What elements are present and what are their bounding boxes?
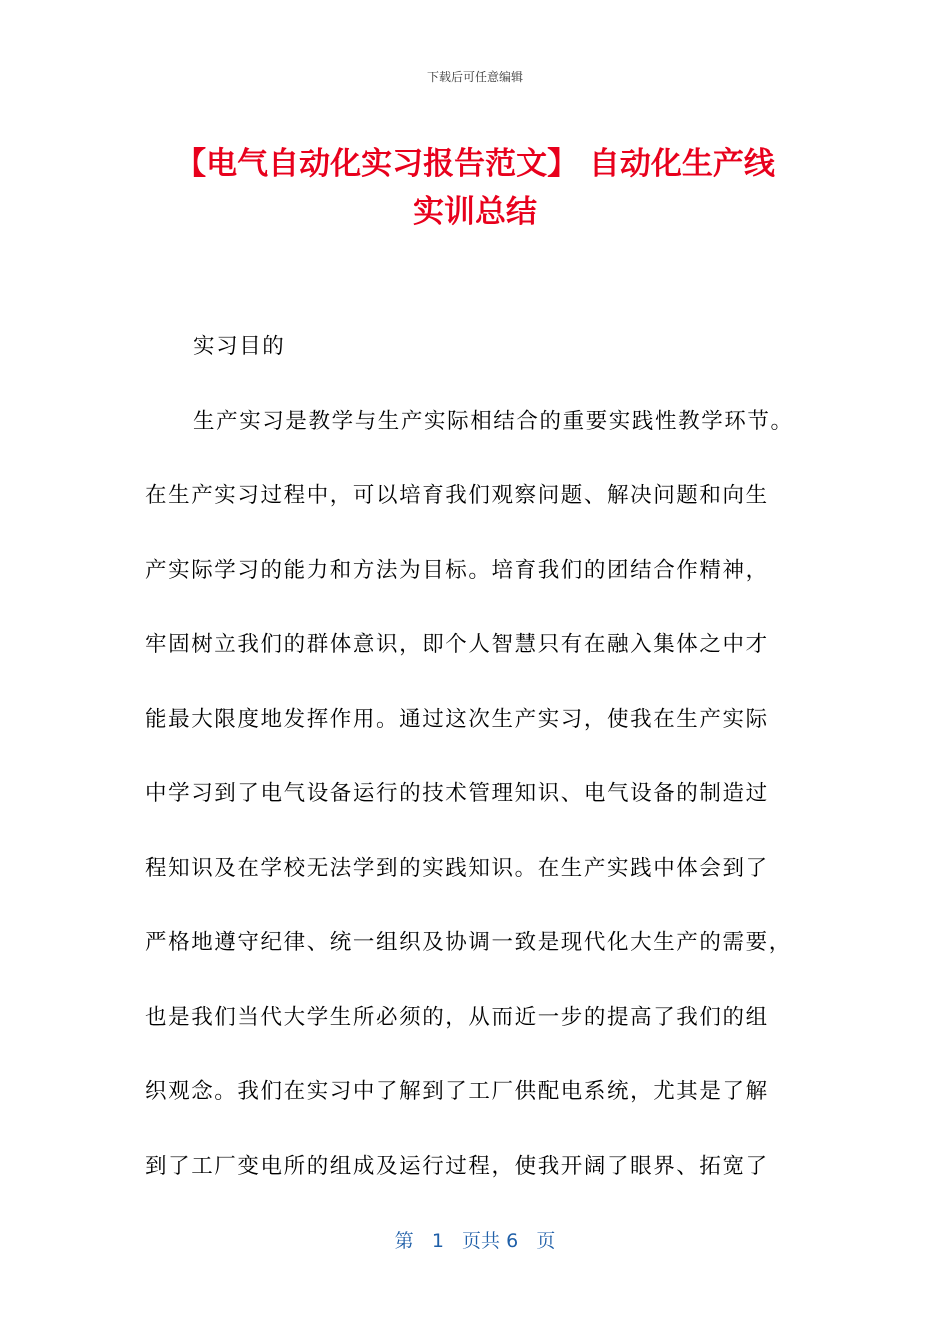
body-line: 能最大限度地发挥作用。通过这次生产实习，使我在生产实际 [145, 706, 769, 732]
body-line: 牢固树立我们的群体意识，即个人智慧只有在融入集体之中才 [145, 632, 769, 657]
body-line: 到了工厂变电所的组成及运行过程，使我开阔了眼界、拓宽了 [145, 1153, 769, 1179]
page-total: 6 [506, 1230, 519, 1252]
body-line: 生产实习是教学与生产实际相结合的重要实践性教学环节。 [193, 408, 794, 434]
body-line: 产实际学习的能力和方法为目标。培育我们的团结合作精神， [145, 557, 769, 583]
page-suffix: 页 [536, 1230, 556, 1252]
title-line-1: 【电气自动化实习报告范文】 自动化生产线 [175, 146, 775, 182]
header-note: 下载后可任意编辑 [426, 70, 523, 84]
body-line: 在生产实习过程中，可以培育我们观察问题、解决问题和向生 [145, 483, 769, 508]
page-footer [0, 1226, 950, 1253]
body-line: 中学习到了电气设备运行的技术管理知识、电气设备的制造过 [145, 781, 769, 806]
body-line: 也是我们当代大学生所必须的，从而近一步的提高了我们的组 [145, 1004, 769, 1030]
page-number: 1 [431, 1230, 444, 1252]
page-prefix: 第 [394, 1230, 414, 1252]
body-line: 实习目的 [193, 334, 286, 359]
title-line-2: 实训总结 [413, 194, 537, 230]
body-line: 程知识及在学校无法学到的实践知识。在生产实践中体会到了 [145, 855, 769, 881]
document-body [145, 310, 810, 1204]
page-middle: 页共 [462, 1230, 501, 1252]
body-line: 织观念。我们在实习中了解到了工厂供配电系统，尤其是了解 [145, 1079, 769, 1104]
document-title [120, 140, 830, 236]
body-line: 严格地遵守纪律、统一组织及协调一致是现代化大生产的需要， [145, 930, 792, 955]
